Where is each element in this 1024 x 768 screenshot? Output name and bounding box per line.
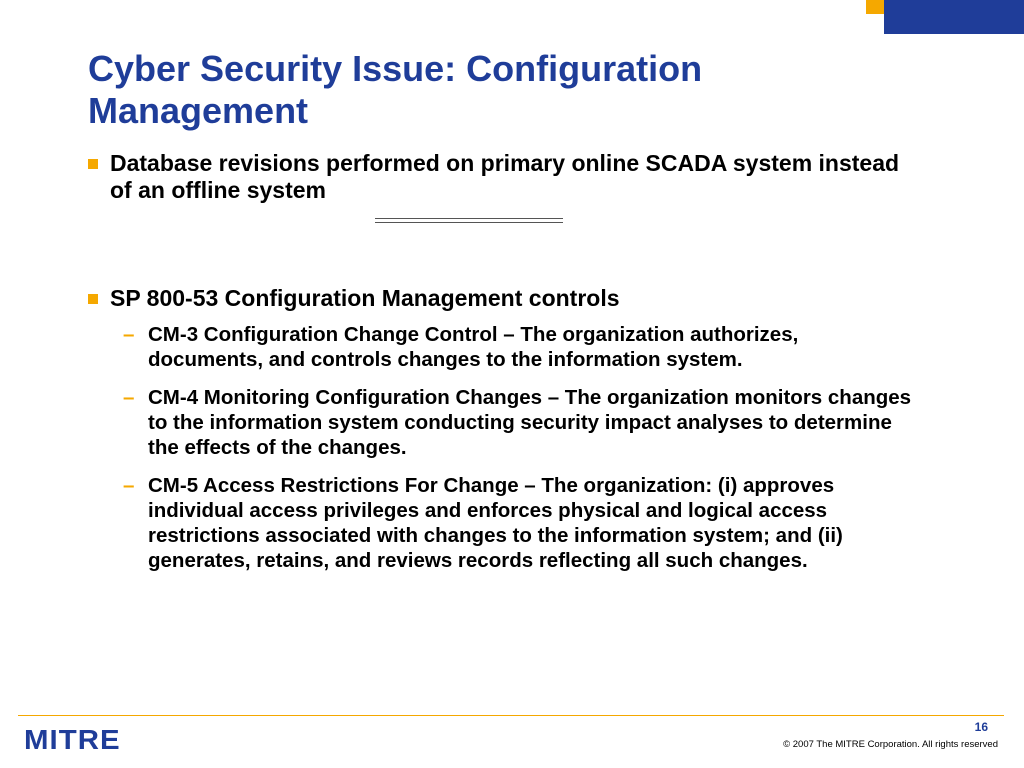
sub-bullet-item bbox=[123, 473, 918, 573]
square-bullet-icon bbox=[88, 294, 98, 304]
square-bullet-icon bbox=[88, 159, 98, 169]
corner-brand-block bbox=[884, 0, 1024, 34]
dash-bullet-icon: – bbox=[123, 323, 135, 346]
sub-bullet-item bbox=[123, 385, 918, 460]
sub-bullet-text: CM-4 Monitoring Configuration Changes – The organization monitors changes to the information system conducting security impact analyses to determine the effects of the changes. bbox=[148, 386, 912, 459]
double-divider-line bbox=[375, 218, 563, 223]
bullet-text: Database revisions performed on primary online SCADA system instead of an offline system bbox=[110, 150, 900, 203]
page-number: 16 bbox=[974, 720, 988, 734]
dash-bullet-icon: – bbox=[123, 474, 135, 497]
sub-bullet-text: CM-3 Configuration Change Control – The organization authorizes, documents, and controls changes to the information system. bbox=[148, 323, 799, 371]
corner-accent-square bbox=[866, 0, 884, 14]
bullet-item bbox=[88, 285, 918, 312]
mitre-logo: MITRE bbox=[24, 724, 121, 755]
slide-title: Cyber Security Issue: Configuration Management bbox=[88, 48, 703, 131]
bullet-item bbox=[88, 150, 918, 204]
bullet-list bbox=[88, 150, 918, 573]
sub-bullet-text: CM-5 Access Restrictions For Change – The organization: (i) approves individual access privileges and enforces physical and logical access restrictions associated with changes to the information system; and (ii) generates, retains, and reviews records reflecting all such changes. bbox=[148, 474, 843, 572]
copyright-notice: © 2007 The MITRE Corporation. All rights reserved bbox=[783, 739, 998, 750]
footer-divider bbox=[18, 715, 1004, 716]
dash-bullet-icon: – bbox=[123, 386, 135, 409]
bullet-text: SP 800-53 Configuration Management controls bbox=[110, 285, 620, 311]
sub-bullet-item bbox=[123, 322, 918, 372]
